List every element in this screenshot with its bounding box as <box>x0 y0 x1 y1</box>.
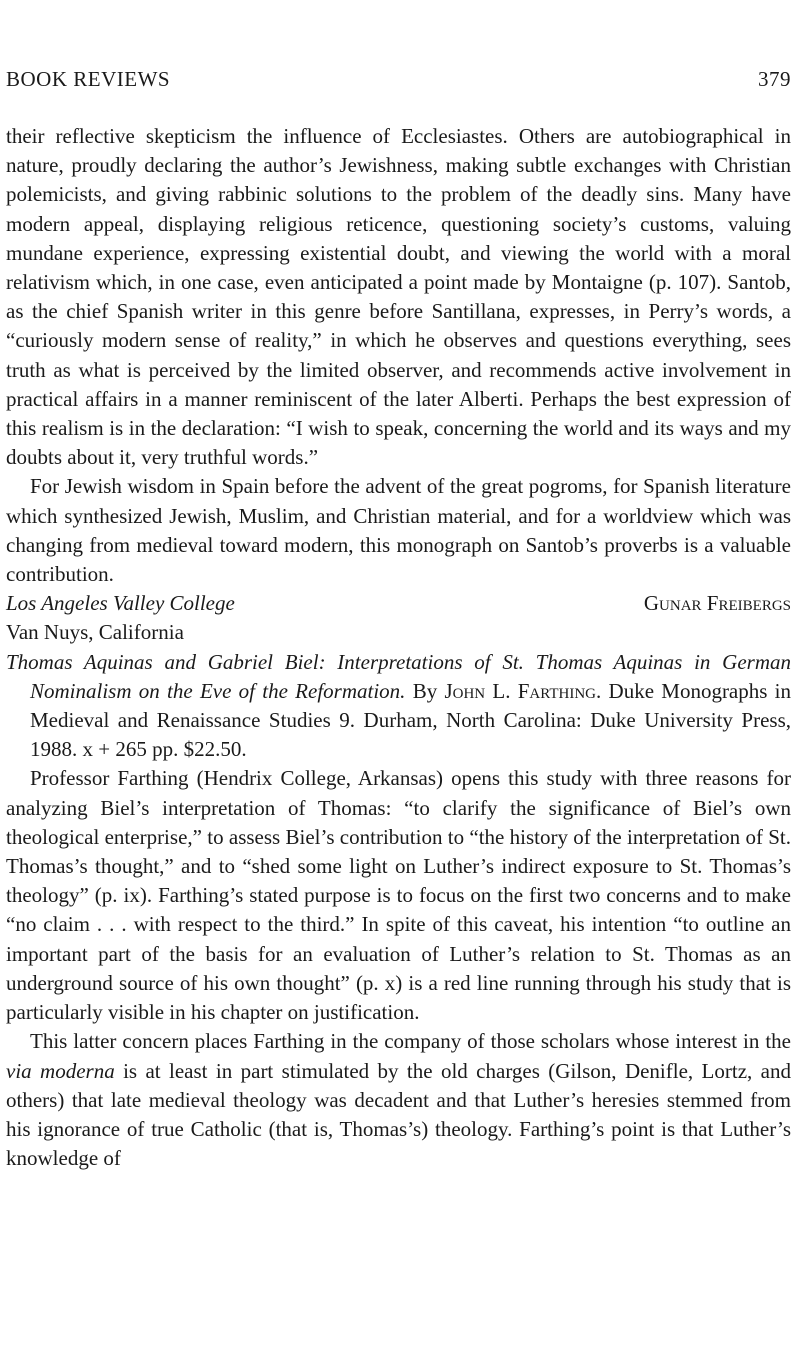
publication-info: . Duke Monographs in Medieval and Renaissance Studies 9. Durham, North Carolina: Duke University Press, 1988. x + 265 pp. $22.50. <box>30 678 792 762</box>
section-title: BOOK REVIEWS <box>6 67 171 91</box>
review2-citation <box>6 648 791 765</box>
reviewer-name: Gunar Freibergs <box>643 591 791 616</box>
reviewer-signature <box>6 589 791 618</box>
citation-by: By <box>412 678 438 703</box>
reviewer-location: Van Nuys, California <box>6 620 184 645</box>
review2-paragraph-2-end: is at least in part stimulated by the old charges (Gilson, Denifle, Lortz, and others) that late medieval theology was decadent and that Luther’s heresies stemmed from his ignorance of true Catholic (that is, Thomas’s) theology. Farthing’s point is that Luther’s knowledge of <box>6 1058 791 1171</box>
review1-paragraph-2: For Jewish wisdom in Spain before the advent of the great pogroms, for Spanish literature which synthesized Jewish, Muslim, and Christian material, and for a worldview which was changing from medieval toward modern, this monograph on Santob’s proverbs is a valuable contribution. <box>6 474 791 587</box>
book-title: Thomas Aquinas and Gabriel Biel: Interpretations of St. Thomas Aquinas in German Nominalism on the Eve of the Reformation. <box>6 649 791 703</box>
via-moderna-term: via moderna <box>6 1058 115 1083</box>
reviewer-affiliation: Los Angeles Valley College <box>6 591 235 616</box>
page-number: 379 <box>758 67 791 91</box>
review2-paragraph-2-start: This latter concern places Farthing in the company of those scholars whose interest in the <box>30 1029 791 1054</box>
review1-paragraph-1: their reflective skepticism the influence of Ecclesiastes. Others are autobiographical in nature, proudly declaring the author’s Jewishness, making subtle exchanges with Christian polemicists, and giving rabbinic solutions to the problem of the deadly sins. Many have modern appeal, displaying religious reticence, questioning society’s customs, valuing mundane experience, expressing existential doubt, and viewing the world with a moral relativism which, in one case, even anticipated a point made by Montaigne (p. 107). Santob, as the chief Spanish writer in this genre before Santillana, expresses, in Perry’s words, a “curiously modern sense of reality,” in which he observes and questions everything, sees truth as what is perceived by the limited observer, and recommends active involvement in practical affairs in a manner reminiscent of the later Alberti. Perhaps the best expression of this realism is in the declaration: “I wish to speak, concerning the world and its ways and my doubts about it, very truthful words.” <box>6 124 791 470</box>
body-text <box>6 122 791 1173</box>
running-header <box>6 67 791 92</box>
review2-paragraph-1: Professor Farthing (Hendrix College, Arkansas) opens this study with three reasons for analyzing Biel’s interpretation of Thomas: “to clarify the significance of Biel’s own theological enterprise,” to assess Biel’s contribution to “the history of the interpretation of St. Thomas’s thought,” and to “shed some light on Luther’s indirect exposure to St. Thomas’s theology” (p. ix). Farthing’s stated purpose is to focus on the first two concerns and to make “no claim . . . with respect to the third.” In spite of this caveat, his intention “to outline an important part of the basis for an evaluation of Luther’s relation to St. Thomas as an underground source of his own thought” (p. x) is a red line running through his study that is particularly visible in his chapter on justification. <box>6 766 791 1025</box>
book-author: John L. Farthing <box>444 678 597 703</box>
review2-paragraph-2 <box>6 1027 791 1173</box>
